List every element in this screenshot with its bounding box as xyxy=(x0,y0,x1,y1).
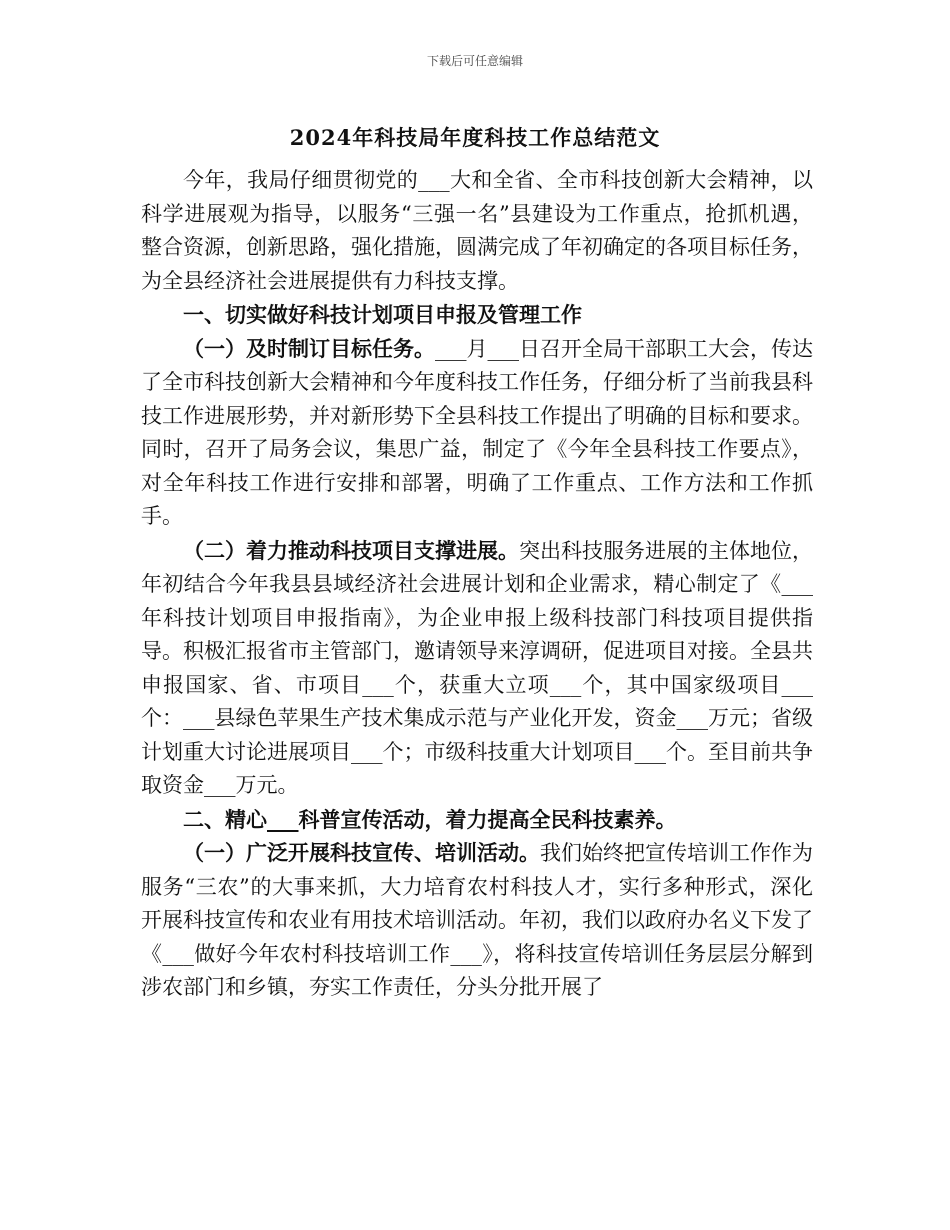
intro-paragraph: 今年，我局仔细贯彻党的___大和全省、全市科技创新大会精神，以科学进展观为指导，以服务“三强一名”县建设为工作重点，抢抓机遇，整合资源，创新思路，强化措施，圆满完成了年初确定的各项目标任务，为全县经济社会进展提供有力科技支撑。 xyxy=(141,168,813,293)
section-2-item-1-body: 我们始终把宣传培训工作作为服务“三农”的大事来抓，大力培育农村科技人才，实行多种形式，深化开展科技宣传和农业有用技术培训活动。年初，我们以政府办名义下发了《___做好今年农村科技培训工作___》，将科技宣传培训任务层层分解到涉农部门和乡镇，夯实工作责任，分头分批开展了 xyxy=(141,841,813,999)
section-1-item-1-body: ___月___日召开全局干部职工大会，传达了全市科技创新大会精神和今年度科技工作任务，仔细分析了当前我县科技工作进展形势，并对新形势下全县科技工作提出了明确的目标和要求。同时，召开了局务会议，集思广益，制定了《今年全县科技工作要点》，对全年科技工作进行安排和部署，明确了工作重点、工作方法和工作抓手。 xyxy=(141,336,813,528)
document-body xyxy=(141,164,813,1005)
section-2-heading: 二、精心___科普宣传活动，着力提高全民科技素养。 xyxy=(183,806,677,832)
section-1-item-2-body: 突出科技服务进展的主体地位，年初结合今年我县县域经济社会进展计划和企业需求，精心制定了《___年科技计划项目申报指南》，为企业申报上级科技部门科技项目提供指导。积极汇报省市主管部门，邀请领导来淳调研，促进项目对接。全县共申报国家、省、市项目___个，获重大立项___个，其中国家级项目___个：___县绿色苹果生产技术集成示范与产业化开发，资金___万元；省级计划重大讨论进展项目___个；市级科技重大计划项目___个。至目前共争取资金___万元。 xyxy=(141,538,813,797)
section-1-item-2-paragraph xyxy=(141,534,813,803)
section-2-item-1-title: （一）广泛开展科技宣传、培训活动。 xyxy=(183,840,540,865)
section-1-item-1-title: （一）及时制订目标任务。 xyxy=(183,335,435,361)
page-header-note: 下载后可任意编辑 xyxy=(426,54,523,68)
section-1-item-1-paragraph xyxy=(141,332,813,534)
section-2-item-1-paragraph xyxy=(141,836,813,1005)
section-1-item-2-title: （二）着力推动科技项目支撑进展。 xyxy=(183,537,519,563)
section-1-heading: 一、切实做好科技计划项目申报及管理工作 xyxy=(183,302,582,327)
document-title: 2024年科技局年度科技工作总结范文 xyxy=(289,125,661,150)
